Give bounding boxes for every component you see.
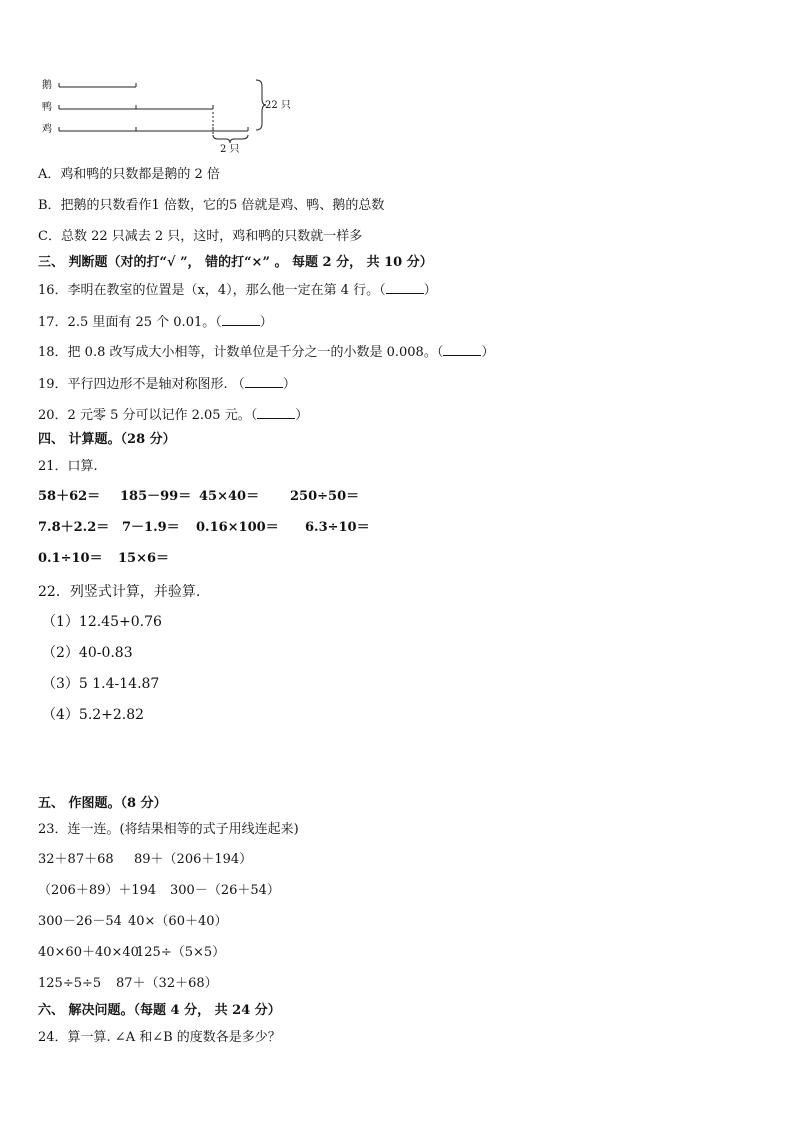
pair-row [38, 945, 226, 961]
question-16-text: 16．李明在教室的位置是（x，4），那么他一定在第 4 行。（ [38, 283, 386, 298]
close-paren: ） [423, 283, 437, 298]
question-23: 23．连一连。(将结果相等的式子用线连起来) [38, 822, 299, 837]
sub-question-1: （1）12.45+0.76 [42, 614, 162, 630]
label-duck: 鸭 [42, 102, 52, 113]
pair-left[interactable]: 40×60＋40×40 [38, 945, 139, 960]
calc-item: 0.1÷10＝ [38, 551, 103, 566]
calc-item: 185－99＝ [120, 489, 192, 504]
pair-right[interactable]: 300－（26＋54） [170, 883, 280, 898]
option-a: A．鸡和鸭的只数都是鹅的 2 倍 [38, 167, 220, 182]
pair-row [38, 883, 280, 899]
question-18 [38, 343, 494, 361]
question-16 [38, 281, 437, 299]
answer-blank-18[interactable] [443, 343, 481, 356]
question-19-text: 19．平行四边形不是轴对称图形. （ [38, 377, 245, 392]
calc-item: 7－1.9＝ [122, 520, 180, 535]
pair-row [38, 976, 218, 992]
label-goose: 鹅 [42, 80, 52, 91]
question-20-text: 20．2 元零 5 分可以记作 2.05 元。（ [38, 408, 258, 423]
pair-right[interactable]: 125÷（5×5） [136, 945, 226, 960]
close-paren: ） [259, 315, 273, 330]
pair-left[interactable]: （206＋89）＋194 [38, 883, 157, 898]
question-19 [38, 375, 296, 393]
section6-title: 六、 解决问题。（每题 4 分， 共 24 分） [38, 1003, 281, 1018]
segment-diagram [30, 72, 320, 162]
section5-title: 五、 作图题。（8 分） [38, 796, 167, 811]
extra-label: 2 只 [220, 144, 240, 155]
option-c: C．总数 22 只减去 2 只，这时，鸡和鸭的只数就一样多 [38, 229, 363, 244]
close-paren: ） [295, 408, 309, 423]
calc-item: 15×6＝ [118, 551, 170, 566]
question-20 [38, 406, 308, 424]
calc-item: 250÷50＝ [290, 489, 360, 504]
question-18-text: 18．把 0.8 改写成大小相等，计数单位是千分之一的小数是 0.008。（ [38, 345, 444, 360]
label-chicken: 鸡 [42, 124, 52, 135]
calc-item: 58＋62＝ [38, 489, 101, 504]
question-17-text: 17．2.5 里面有 25 个 0.01。（ [38, 315, 222, 330]
pair-left[interactable]: 300－26－54 [38, 914, 122, 929]
pair-left[interactable]: 32＋87＋68 [38, 852, 114, 867]
calc-item: 45×40＝ [199, 489, 260, 504]
close-paren: ） [481, 345, 495, 360]
question-22: 22．列竖式计算，并验算. [38, 584, 201, 600]
sub-question-2: （2）40-0.83 [42, 645, 133, 661]
pair-right[interactable]: 87＋（32＋68） [116, 976, 218, 991]
question-24: 24．算一算. ∠A 和∠B 的度数各是多少？ [38, 1030, 281, 1045]
answer-blank-17[interactable] [222, 313, 260, 326]
pair-left[interactable]: 125÷5÷5 [38, 976, 102, 991]
pair-right[interactable]: 40×（60＋40） [128, 914, 228, 929]
sub-question-4: （4）5.2+2.82 [42, 707, 145, 723]
question-17 [38, 313, 273, 331]
pair-right[interactable]: 89＋（206＋194） [134, 852, 253, 867]
calc-item: 0.16×100＝ [196, 520, 279, 535]
section4-title: 四、 计算题。（28 分） [38, 432, 176, 447]
pair-row [38, 914, 228, 930]
calc-item: 6.3÷10＝ [305, 520, 370, 535]
total-label: 22 只 [265, 100, 291, 111]
answer-blank-19[interactable] [245, 375, 283, 388]
pair-row [38, 852, 253, 868]
close-paren: ） [282, 377, 296, 392]
sub-question-3: （3）5 1.4-14.87 [42, 676, 160, 692]
segment-lines [30, 72, 320, 162]
calc-item: 7.8＋2.2＝ [38, 520, 110, 535]
question-21: 21．口算. [38, 459, 98, 474]
answer-blank-20[interactable] [257, 406, 295, 419]
answer-blank-16[interactable] [386, 281, 424, 294]
section3-title: 三、 判断题（对的打“√ ”， 错的打“×” 。 每题 2 分， 共 10 分） [38, 255, 433, 270]
option-b: B．把鹅的只数看作1 倍数，它的5 倍就是鸡、鸭、鹅的总数 [38, 198, 385, 213]
